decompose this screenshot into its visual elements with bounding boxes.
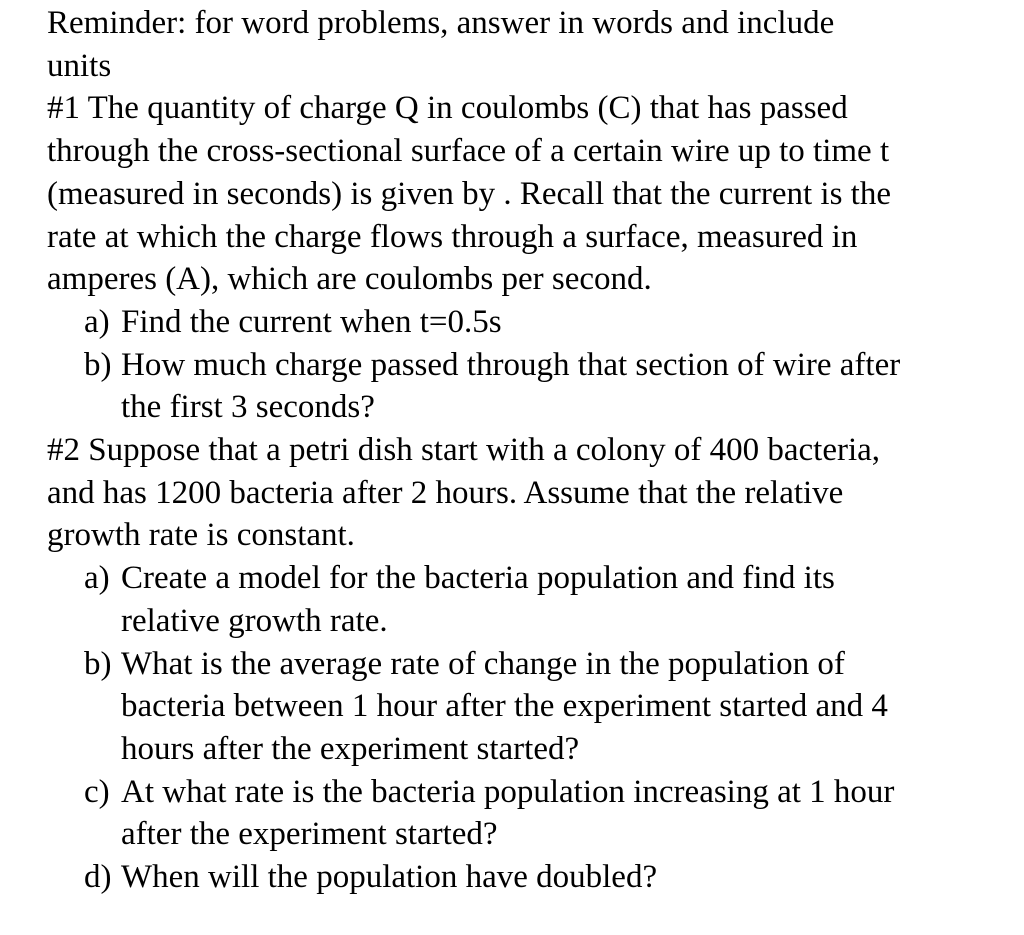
- reminder-line: units: [47, 47, 112, 84]
- part-text: At what rate is the bacteria population increasing at 1 hour after the experiment started?: [121, 773, 895, 853]
- problem-1-line: amperes (A), which are coulombs per second.: [47, 261, 652, 298]
- problem-2-line: #2 Suppose that a petri dish start with a colony of 400 bacteria,: [47, 432, 881, 469]
- problem-2-part-c: [84, 771, 997, 856]
- problem-1-part-a: [84, 301, 997, 344]
- part-label: b): [84, 645, 112, 682]
- part-label: d): [84, 859, 112, 896]
- part-text: Create a model for the bacteria population and find its relative growth rate.: [121, 560, 835, 639]
- problem-1-line: rate at which the charge flows through a surface, measured in: [47, 218, 858, 255]
- problem-1-part-b: [84, 344, 997, 429]
- problem-2-line: and has 1200 bacteria after 2 hours. Assume that the relative: [47, 474, 844, 511]
- part-text: What is the average rate of change in the population of bacteria between 1 hour after the experiment started and 4 hours after the experiment started?: [121, 645, 888, 767]
- reminder-line: Reminder: for word problems, answer in words and include: [47, 5, 835, 41]
- problem-1-line: (measured in seconds) is given by . Recall that the current is the: [47, 175, 891, 212]
- part-label: a): [84, 560, 110, 597]
- part-label: c): [84, 773, 110, 810]
- problem-2-part-d: [84, 856, 997, 899]
- part-text: When will the population have doubled?: [121, 859, 658, 896]
- part-text: How much charge passed through that section of wire after the first 3 seconds?: [121, 346, 901, 426]
- problem-1-line: through the cross-sectional surface of a certain wire up to time t: [47, 133, 890, 170]
- problem-2: [47, 429, 997, 899]
- part-label: a): [84, 303, 110, 340]
- problem-2-line: growth rate is constant.: [47, 517, 355, 554]
- part-text: Find the current when t=0.5s: [121, 303, 502, 340]
- problem-2-part-b: [84, 643, 997, 771]
- document-page: [47, 2, 997, 899]
- reminder-block: [47, 2, 997, 87]
- problem-1: [47, 87, 997, 429]
- problem-1-line: #1 The quantity of charge Q in coulombs (C) that has passed: [47, 90, 848, 127]
- problem-2-part-a: [84, 557, 997, 642]
- part-label: b): [84, 346, 112, 383]
